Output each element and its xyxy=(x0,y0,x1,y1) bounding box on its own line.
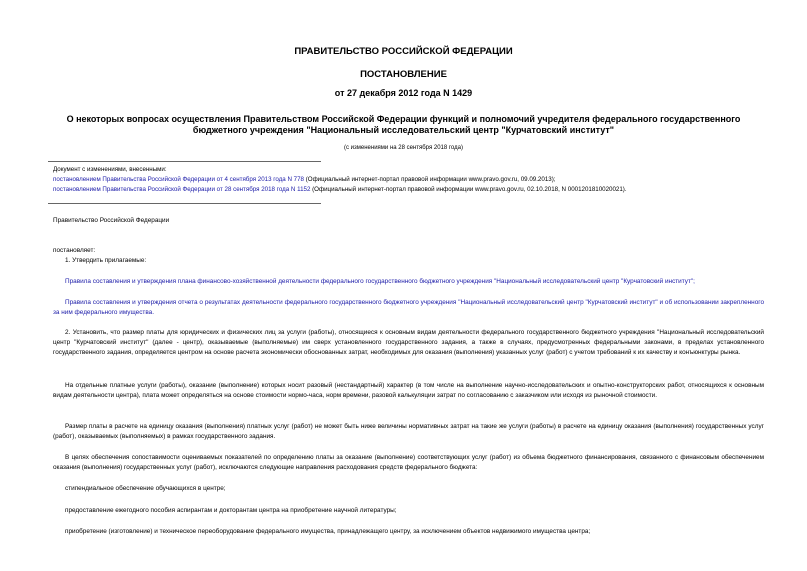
paragraph-4: Размер платы в расчете на единицу оказания (выполнения) платных услуг (работ) не может быть ниже величины нормативных затрат на такие же услуги (работы) в расчете на единицу оказания (выполнения) государственных услуг (работ), оказываемых (выполняемых) в рамках государственного задания. xyxy=(53,423,764,441)
changes-item-2 xyxy=(53,186,627,193)
amendment-source-1: (Официальный интернет-портал правовой информации www.pravo.gov.ru, 09.09.2013); xyxy=(303,176,556,183)
decree-title: О некоторых вопросах осуществления Правительством Российской Федерации функций и полномочий учредителя федерального государственного бюджетного учреждения "Национальный исследовательский центр "Курчатовский институт" xyxy=(66,114,741,135)
approved-rules-link-2[interactable]: Правила составления и утверждения отчета о результатах деятельности федерального государственного бюджетного учреждения "Национальный исследовательский центр "Курчатовский институт" и об использовании закрепленного за ним федерального имущества. xyxy=(53,299,764,317)
approved-rules-link-1[interactable]: Правила составления и утверждения плана финансово-хозяйственной деятельности федерального государственного бюджетного учреждения "Национальный исследовательский центр "Курчатовский институт"; xyxy=(65,278,695,285)
decides-line: постановляет: xyxy=(53,247,96,254)
list-item-3: приобретение (изготовление) и техническое переоборудование федерального имущества, принадлежащего центру, за исключением объектов недвижимого имущества центра; xyxy=(65,528,591,535)
paragraph-5: В целях обеспечения сопоставимости оцениваемых показателей по определению платы за оказание (выполнение) соответствующих услуг (работ) из объема бюджетного финансирования, связанного с финансовым обеспечением оказания (выполнения) государственных услуг (работ), исключаются следующие направления расходования средств федерального бюджета: xyxy=(53,454,764,472)
decree-date: от 27 декабря 2012 года N 1429 xyxy=(334,88,473,98)
paragraph-1: 1. Утвердить прилагаемые: xyxy=(65,257,147,264)
amendment-source-2: (Официальный интернет-портал правовой информации www.pravo.gov.ru, 02.10.2018, N 0001201810020021). xyxy=(310,186,627,193)
paragraph-3: На отдельные платные услуги (работы), оказание (выполнение) которых носит разовый (нестандартный) характер (в том числе на выполнение научно-исследовательских и опытно-конструкторских работ, относящихся к основным видам деятельности центра), плата может определяться на основе стоимости нормо-часа, норм времени, разовой калькуляции затрат по согласованию с заказчиком или исходя из рыночной стоимости. xyxy=(53,382,764,400)
decree-heading: ПОСТАНОВЛЕНИЕ xyxy=(360,69,447,80)
list-item-2: предоставление ежегодного пособия аспирантам и докторантам центра на приобретение научной литературы; xyxy=(65,507,397,514)
revision-note: (с изменениями на 28 сентября 2018 года) xyxy=(344,145,463,151)
changes-intro: Документ с изменениями, внесенными: xyxy=(53,166,167,173)
paragraph-2: 2. Установить, что размер платы для юридических и физических лиц за услуги (работы), относящиеся к основным видам деятельности федерального государственного бюджетного учреждения "Национальный исследовательский центр "Курчатовский институт" (далее - центр), оказываемые (выполняемые) им сверх установленного государственного задания, а также в случаях, предусмотренных федеральными законами, в пределах установленного государственного задания, определяется центром на основе расчета экономически обоснованных затрат, необходимых для оказания (выполнения) указанных услуг (работ) с учетом требований к их качеству и конъюнктуры рынка. xyxy=(53,329,764,357)
divider-top xyxy=(48,161,321,162)
government-heading: ПРАВИТЕЛЬСТВО РОССИЙСКОЙ ФЕДЕРАЦИИ xyxy=(294,46,513,57)
amendment-link-1[interactable]: постановлением Правительства Российской Федерации от 4 сентября 2013 года N 778 xyxy=(53,176,304,183)
amendment-link-2[interactable]: постановлением Правительства Российской Федерации от 28 сентября 2018 года N 1152 xyxy=(53,186,311,193)
changes-item-1 xyxy=(53,176,555,183)
government-line: Правительство Российской Федерации xyxy=(53,217,170,224)
divider-bottom xyxy=(48,203,321,204)
list-item-1: стипендиальное обеспечение обучающихся в центре; xyxy=(65,485,226,492)
